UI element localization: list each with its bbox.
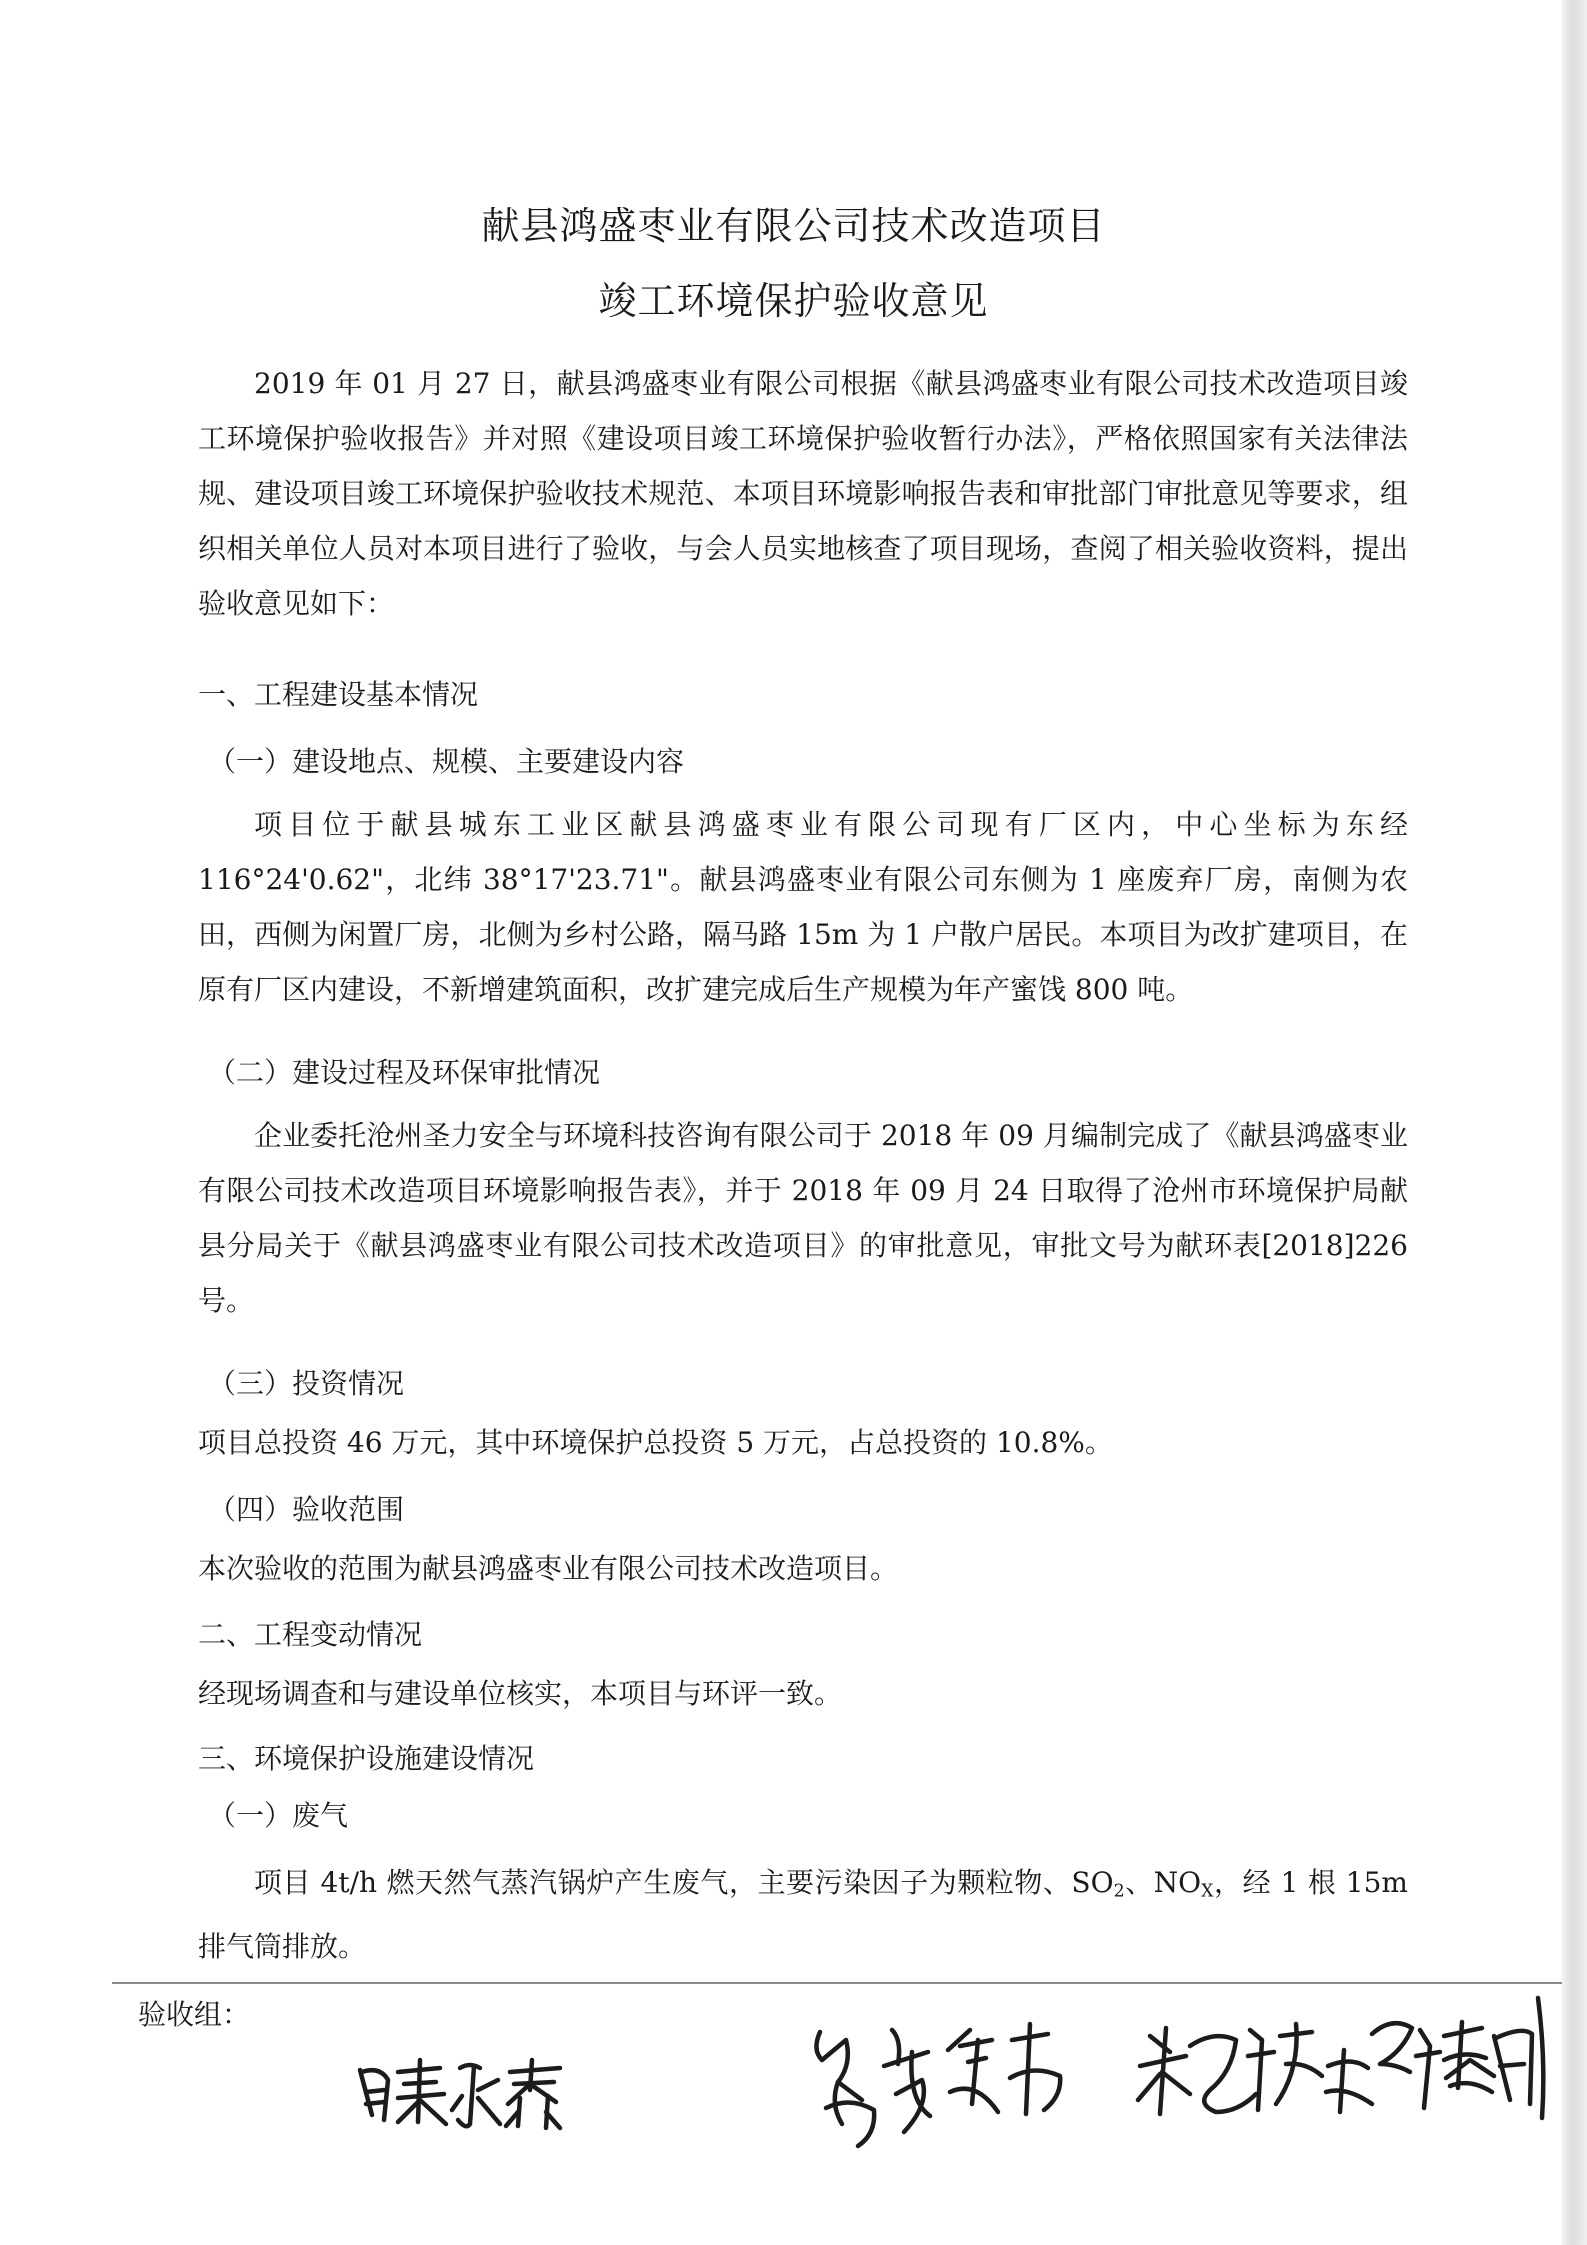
section-3-1-text-a: 项目 4t/h 燃天然气蒸汽锅炉产生废气，主要污染因子为颗粒物、SO	[254, 1866, 1114, 1899]
section-1-4-heading: （四）验收范围	[208, 1493, 405, 1526]
so2-subscript: 2	[1113, 1881, 1125, 1902]
section-2-paragraph: 经现场调查和与建设单位核实，本项目与环评一致。	[198, 1677, 843, 1710]
acceptance-group-label: 验收组：	[138, 1998, 251, 2031]
document-title-line1: 献县鸿盛枣业有限公司技术改造项目	[481, 204, 1106, 248]
section-3-heading: 三、环境保护设施建设情况	[198, 1742, 535, 1775]
section-1-2-paragraph: 企业委托沧州圣力安全与环境科技咨询有限公司于 2018 年 09 月编制完成了《献县鸿盛枣业有限公司技术改造项目环境影响报告表》，并于 2018 年 09 月 24 日取得了沧州市环境保护局献县分局关于《献县鸿盛枣业有限公司技术改造项目》的审批意见，审批文号为献环表[2018]226 号。	[198, 1119, 1408, 1317]
signature-2	[816, 2024, 1060, 2146]
section-3-1-text-c: ，经 1 根 15m 排气筒排放。	[198, 1866, 1408, 1964]
section-2-heading: 二、工程变动情况	[198, 1618, 423, 1651]
nox-subscript: X	[1201, 1881, 1214, 1902]
section-1-3-paragraph: 项目总投资 46 万元，其中环境保护总投资 5 万元，占总投资的 10.8%。	[198, 1426, 1113, 1459]
section-1-3-heading: （三）投资情况	[208, 1367, 405, 1400]
section-1-2-heading: （二）建设过程及环保审批情况	[208, 1056, 601, 1089]
signature-3	[1138, 2024, 1372, 2114]
section-1-4-paragraph: 本次验收的范围为献县鸿盛枣业有限公司技术改造项目。	[198, 1552, 899, 1585]
signature-1	[360, 2060, 560, 2128]
section-3-1-text-b: 、NO	[1124, 1866, 1202, 1899]
intro-paragraph: 2019 年 01 月 27 日，献县鸿盛枣业有限公司根据《献县鸿盛枣业有限公司技术改造项目竣工环境保护验收报告》并对照《建设项目竣工环境保护验收暂行办法》，严格依照国家有关法律法规、建设项目竣工环境保护验收技术规范、本项目环境影响报告表和审批部门审批意见等要求，组织相关单位人员对本项目进行了验收，与会人员实地核查了项目现场，查阅了相关验收资料，提出验收意见如下：	[198, 367, 1408, 620]
signature-4	[1372, 1998, 1543, 2118]
section-1-1-heading: （一）建设地点、规模、主要建设内容	[208, 745, 685, 778]
section-3-1-heading: （一）废气	[208, 1799, 349, 1832]
section-1-1-paragraph: 项目位于献县城东工业区献县鸿盛枣业有限公司现有厂区内，中心坐标为东经 116°24'0.62"，北纬 38°17'23.71"。献县鸿盛枣业有限公司东侧为 1 座废弃厂房，南侧为农田，西侧为闲置厂房，北侧为乡村公路，隔马路 15m 为 1 户散户居民。本项目为改扩建项目，在原有厂区内建设，不新增建筑面积，改扩建完成后生产规模为年产蜜饯 800 吨。	[198, 808, 1408, 1006]
document-title-line2: 竣工环境保护验收意见	[598, 279, 989, 323]
section-1-heading: 一、工程建设基本情况	[198, 678, 479, 711]
